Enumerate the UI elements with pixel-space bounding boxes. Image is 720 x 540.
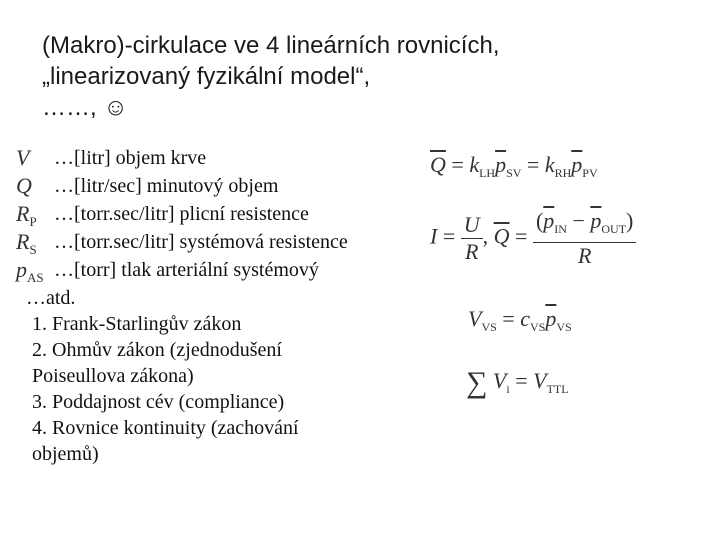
equation-compliance: $V_{VS} = c_{VS}\overline{p}_{VS}$: [468, 306, 572, 334]
variable-description: …[torr] tlak arteriální systémový: [54, 259, 319, 281]
variable-symbol: $R_P$: [16, 201, 37, 229]
variable-description: …[litr] objem krve: [54, 147, 207, 169]
variable-description: …[litr/sec] minutový objem: [54, 175, 279, 197]
list-item-4-cont: objemů): [32, 443, 99, 465]
variable-row: [16, 201, 348, 229]
variable-symbol: Q: [16, 173, 32, 198]
variable-row: [16, 257, 348, 285]
variable-description: …[torr.sec/litr] plicní resistence: [54, 203, 309, 225]
variable-row: [16, 145, 348, 173]
variable-symbol: V: [16, 145, 30, 170]
list-item-3: 3. Poddajnost cév (compliance): [32, 391, 285, 413]
variable-row: [16, 229, 348, 257]
title-line-1: (Makro)-cirkulace ve 4 lineárních rovnicích,: [42, 32, 500, 59]
laws-list: [26, 285, 426, 467]
variable-symbol: $p_{AS}$: [16, 257, 44, 285]
variable-symbol: $R_S$: [16, 229, 37, 257]
variable-description: …[torr.sec/litr] systémová resistence: [54, 231, 348, 253]
title-line-2: „linearizovaný fyzikální model“,: [42, 63, 371, 90]
equation-continuity: ∑ $V_i = V_{TTL}$: [466, 366, 569, 399]
title-line-3: ……, ☺: [42, 94, 128, 121]
slide-title: [42, 30, 682, 123]
equation-ohm: I = $\frac{U}{R}$ , $\overline{Q}$ = $\frac{(\overline{p}_{IN} - \overline{p}_{OUT})}{R}$: [430, 208, 636, 269]
list-item-4: 4. Rovnice kontinuity (zachování: [32, 417, 299, 439]
list-item-2: 2. Ohmův zákon (zjednodušení: [32, 339, 282, 361]
list-item-2-cont: Poiseullova zákona): [32, 365, 194, 387]
equation-frank-starling: $\overline{Q} = k_{LH}\overline{p}_{SV} = k_{RH}\overline{p}_{PV}$: [430, 152, 598, 180]
list-etc: …atd.: [26, 287, 76, 309]
variable-row: [16, 173, 348, 201]
variable-list: [16, 145, 348, 285]
list-item-1: 1. Frank-Starlingův zákon: [32, 313, 242, 335]
